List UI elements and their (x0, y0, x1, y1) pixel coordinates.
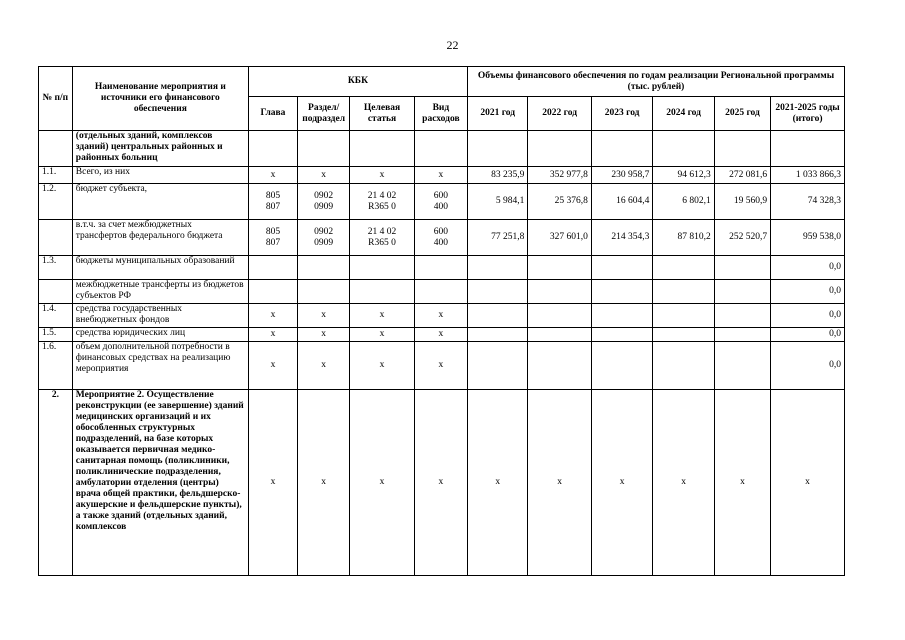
header-celevaya: Целевая статья (350, 97, 415, 131)
cell-vid: 600 400 (414, 220, 467, 256)
cell-2023: 230 958,7 (591, 167, 652, 184)
cell-2023: 214 354,3 (591, 220, 652, 256)
cell-celevaya: х (350, 328, 415, 342)
row-name: бюджеты муниципальных образований (72, 256, 248, 280)
cell-razdel: 0902 0909 (298, 184, 350, 220)
header-name: Наименование мероприятия и источники его финансового обеспечения (72, 67, 248, 131)
cell-total: х (771, 390, 845, 576)
cell-2025: 19 560,9 (714, 184, 770, 220)
header-volumes: Объемы финансового обеспечения по годам реализации Региональной программы (тыс. рублей) (468, 67, 845, 97)
cell-2021: 77 251,8 (468, 220, 528, 256)
cell-2024: 94 612,3 (653, 167, 714, 184)
row-num: 1.2. (39, 184, 73, 220)
cell-glava: х (248, 328, 297, 342)
row-name: Мероприятие 2. Осуществление реконструкции (ее завершение) зданий медицинских организаций и их обособленных структурных подразделений, на базе которых оказывается первичная медико-санитарная помощь (поликлиники, поликлинические подразделения, амбулатории отделения (центры) врача общей практики, фельдшерско-акушерские и фельдшерские пункты), а также зданий (отдельных зданий, комплексов (72, 390, 248, 576)
cell-2025: 252 520,7 (714, 220, 770, 256)
row-num: 1.5. (39, 328, 73, 342)
cell-2024: 6 802,1 (653, 184, 714, 220)
cell-vid: х (414, 390, 467, 576)
row-num: 1.1. (39, 167, 73, 184)
header-2021: 2021 год (468, 97, 528, 131)
cell-total: 0,0 (771, 304, 845, 328)
cell-vid: 600 400 (414, 184, 467, 220)
cell-glava: 805 807 (248, 184, 297, 220)
row-num (39, 131, 73, 167)
row-num (39, 220, 73, 256)
cell-2025: х (714, 390, 770, 576)
cell-2023: 16 604,4 (591, 184, 652, 220)
cell-vid: х (414, 167, 467, 184)
cell-vid: х (414, 342, 467, 390)
cell-2022: 352 977,8 (528, 167, 591, 184)
cell-total: 1 033 866,3 (771, 167, 845, 184)
cell-razdel: х (298, 167, 350, 184)
header-total: 2021-2025 годы (итого) (771, 97, 845, 131)
table-row (39, 328, 845, 342)
cell-2023: х (591, 390, 652, 576)
row-name: средства государственных внебюджетных фондов (72, 304, 248, 328)
header-vid: Вид расходов (414, 97, 467, 131)
cell-razdel: х (298, 328, 350, 342)
cell-total: 0,0 (771, 328, 845, 342)
row-name: средства юридических лиц (72, 328, 248, 342)
table-row (39, 131, 845, 167)
cell-2021: 5 984,1 (468, 184, 528, 220)
cell-2022: х (528, 390, 591, 576)
cell-glava: х (248, 342, 297, 390)
table-row (39, 220, 845, 256)
cell-glava: х (248, 390, 297, 576)
cell-razdel: х (298, 390, 350, 576)
cell-celevaya: х (350, 304, 415, 328)
page-number: 22 (446, 38, 459, 52)
cell-2025: 272 081,6 (714, 167, 770, 184)
cell-2021: 83 235,9 (468, 167, 528, 184)
cell-2024: 87 810,2 (653, 220, 714, 256)
row-name: в.т.ч. за счет межбюджетных трансфертов федерального бюджета (72, 220, 248, 256)
table-row (39, 167, 845, 184)
header-razdel: Раздел/ подраздел (298, 97, 350, 131)
cell-glava: х (248, 167, 297, 184)
table-row (39, 390, 845, 576)
header-glava: Глава (248, 97, 297, 131)
header-2024: 2024 год (653, 97, 714, 131)
financing-table (38, 66, 845, 576)
row-num: 1.4. (39, 304, 73, 328)
cell-total: 0,0 (771, 342, 845, 390)
cell-razdel: 0902 0909 (298, 220, 350, 256)
row-name: (отдельных зданий, комплексов зданий) центральных районных и районных больниц (72, 131, 248, 167)
cell-celevaya: 21 4 02 R365 0 (350, 184, 415, 220)
table-row (39, 342, 845, 390)
header-2025: 2025 год (714, 97, 770, 131)
cell-2021: х (468, 390, 528, 576)
header-kbk: КБК (248, 67, 467, 97)
table-row (39, 256, 845, 280)
cell-glava: х (248, 304, 297, 328)
cell-celevaya: х (350, 390, 415, 576)
cell-total: 74 328,3 (771, 184, 845, 220)
cell-total: 0,0 (771, 280, 845, 304)
cell-razdel: х (298, 304, 350, 328)
cell-razdel: х (298, 342, 350, 390)
cell-celevaya: 21 4 02 R365 0 (350, 220, 415, 256)
cell-2022: 327 601,0 (528, 220, 591, 256)
row-num (39, 280, 73, 304)
cell-celevaya: х (350, 167, 415, 184)
cell-celevaya: х (350, 342, 415, 390)
cell-glava: 805 807 (248, 220, 297, 256)
row-name: Всего, из них (72, 167, 248, 184)
cell-total: 959 538,0 (771, 220, 845, 256)
cell-vid: х (414, 328, 467, 342)
table-row (39, 184, 845, 220)
row-num: 1.3. (39, 256, 73, 280)
cell-vid: х (414, 304, 467, 328)
cell-2024: х (653, 390, 714, 576)
cell-2022: 25 376,8 (528, 184, 591, 220)
table-row (39, 280, 845, 304)
row-name: межбюджетные трансферты из бюджетов субъектов РФ (72, 280, 248, 304)
row-num: 2. (39, 390, 73, 576)
cell-total: 0,0 (771, 256, 845, 280)
table-row (39, 304, 845, 328)
row-name: бюджет субъекта, (72, 184, 248, 220)
row-num: 1.6. (39, 342, 73, 390)
header-2023: 2023 год (591, 97, 652, 131)
row-name: объем дополнительной потребности в финансовых средствах на реализацию мероприятия (72, 342, 248, 390)
header-num: № п/п (39, 67, 73, 131)
header-2022: 2022 год (528, 97, 591, 131)
